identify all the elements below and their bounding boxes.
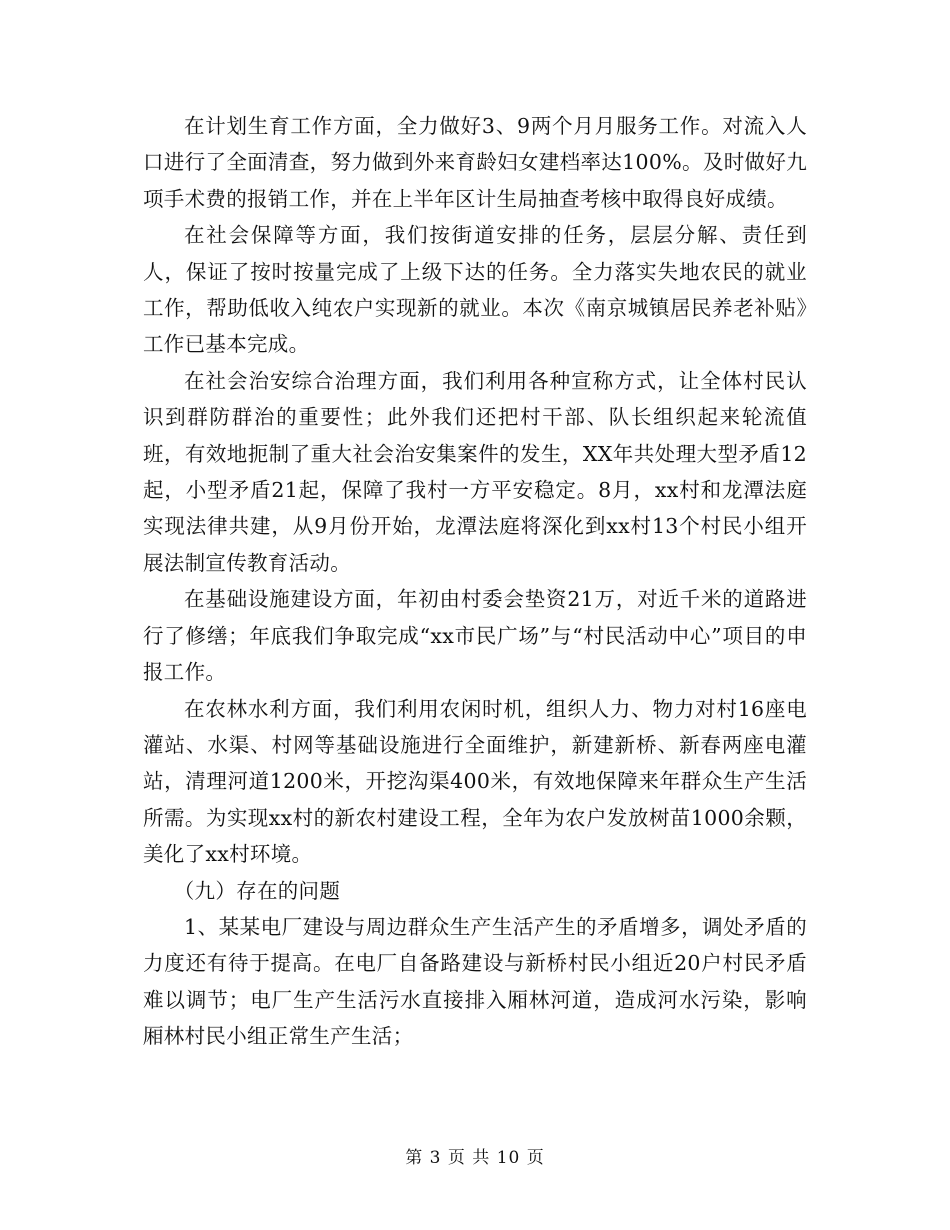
paragraph-family-planning: 在计划生育工作方面，全力做好3、9两个月月服务工作。对流入人口进行了全面清查，努力做到外来育龄妇女建档率达100%。及时做好九项手术费的报销工作，并在上半年区计生局抽查考核中取得良好成绩。 — [143, 114, 807, 211]
paragraph-agriculture-water: 在农林水利方面，我们利用农闲时机，组织人力、物力对村16座电灌站、水渠、村网等基础设施进行全面维护，新建新桥、新春两座电灌站，清理河道1200米，开挖沟渠400米，有效地保障来年群众生产生活所需。为实现xx村的新农村建设工程，全年为农户发放树苗1000余颗，美化了xx村环境。 — [143, 696, 807, 867]
paragraph-social-security: 在社会保障等方面，我们按街道安排的任务，层层分解、责任到人，保证了按时按量完成了上级下达的任务。全力落实失地农民的就业工作，帮助低收入纯农户实现新的就业。本次《南京城镇居民养老补贴》工作已基本完成。 — [143, 223, 807, 357]
paragraph-infrastructure: 在基础设施建设方面，年初由村委会垫资21万，对近千米的道路进行了修缮；年底我们争取完成“xx市民广场”与“村民活动中心”项目的申报工作。 — [143, 587, 807, 685]
page-number-footer: 第 3 页 共 10 页 — [405, 1148, 545, 1168]
document-body — [143, 108, 807, 1055]
section-heading-problems: （九）存在的问题 — [173, 878, 341, 903]
paragraph-public-security: 在社会治安综合治理方面，我们利用各种宣称方式，让全体村民认识到群防群治的重要性；此外我们还把村干部、队长组织起来轮流值班，有效地扼制了重大社会治安集案件的发生，XX年共处理大型矛盾12起，小型矛盾21起，保障了我村一方平安稳定。8月，xx村和龙潭法庭实现法律共建，从9月份开始，龙潭法庭将深化到xx村13个村民小组开展法制宣传教育活动。 — [143, 368, 807, 575]
paragraph-issue-1: 1、某某电厂建设与周边群众生产生活产生的矛盾增多，调处矛盾的力度还有待于提高。在电厂自备路建设与新桥村民小组近20户村民矛盾难以调节；电厂生产生活污水直接排入厢林河道，造成河水污染，影响厢林村民小组正常生产生活； — [143, 914, 807, 1049]
